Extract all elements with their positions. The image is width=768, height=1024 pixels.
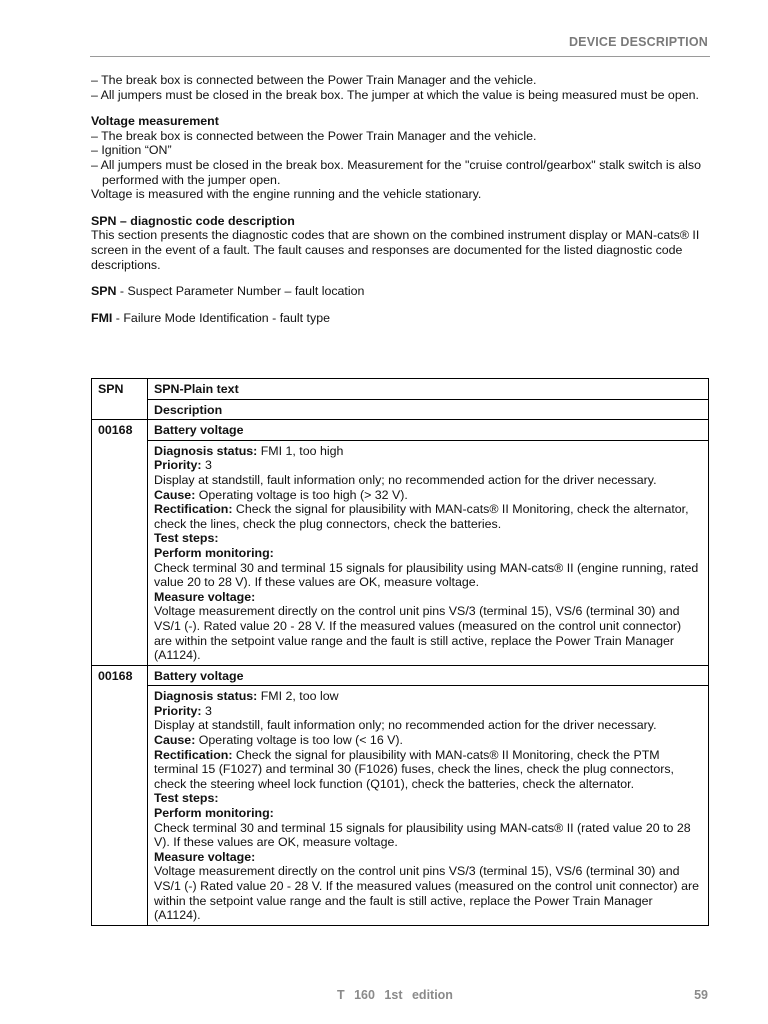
measure-voltage-text: Voltage measurement directly on the control unit pins VS/3 (terminal 15), VS/6 (terminal 30) and VS/1 (-). Rated value 20 - 28 V. If the measured values (measured on the control unit connector) are within the setpoint value range and the fault is still active, replace the Power Train Manager (A1124). <box>154 604 682 663</box>
cause-label: Cause: <box>154 487 196 502</box>
measure-voltage-text: Voltage measurement directly on the control unit pins VS/3 (terminal 15), VS/6 (terminal 30) and VS/1 (-) Rated value 20 - 28 V. If the measured values (measured on the control unit connector) are within the setpoint value range and the fault is still active, replace the Power Train Manager (A1124). <box>154 864 700 923</box>
table-row <box>92 420 709 441</box>
spn-abbr: SPN <box>91 284 117 299</box>
spn-code: 00168 <box>92 665 148 925</box>
spn-description-cell <box>148 686 709 926</box>
body-text <box>91 73 708 325</box>
col-header-description: Description <box>148 399 709 420</box>
diagnosis-value: FMI 2, too low <box>257 689 339 704</box>
fmi-definition-text: - Failure Mode Identification - fault type <box>112 310 330 325</box>
display-text: Display at standstill, fault information only; no recommended action for the driver necessary. <box>154 472 657 487</box>
fmi-definition <box>91 311 708 326</box>
table-row <box>92 440 709 665</box>
rectification-label: Rectification: <box>154 747 233 762</box>
col-header-plain-text: SPN-Plain text <box>148 379 709 400</box>
cause-value: Operating voltage is too high (> 32 V). <box>195 487 408 502</box>
rectification-value: Check the signal for plausibility with MAN-cats® II Monitoring, check the PTM terminal 15 (F1027) and terminal 30 (F1026) fuses, check the lines, check the plug connectors, check the steering wheel lock function (Q101), check the batteries, check the alternator. <box>154 747 674 791</box>
header-rule <box>90 56 710 57</box>
voltage-note: Voltage is measured with the engine running and the vehicle stationary. <box>91 187 482 202</box>
spn-description-cell <box>148 440 709 665</box>
spn-plain-text: Battery voltage <box>148 665 709 686</box>
cause-value: Operating voltage is too low (< 16 V). <box>195 733 403 748</box>
spn-definition-text: - Suspect Parameter Number – fault location <box>116 284 365 299</box>
spn-heading: SPN – diagnostic code description <box>91 213 295 228</box>
priority-value: 3 <box>201 703 212 718</box>
voltage-heading: Voltage measurement <box>91 114 219 129</box>
display-text: Display at standstill, fault information only; no recommended action for the driver necessary. <box>154 718 657 733</box>
page-header-title: DEVICE DESCRIPTION <box>568 35 708 49</box>
spn-code: 00168 <box>92 420 148 666</box>
rectification-value: Check the signal for plausibility with MAN-cats® II Monitoring, check the alternator, check the lines, check the plug connectors, check the batteries. <box>154 502 689 531</box>
priority-value: 3 <box>201 458 212 473</box>
diagnosis-label: Diagnosis status: <box>154 443 258 458</box>
test-steps-label: Test steps: <box>154 531 219 546</box>
measure-voltage-label: Measure voltage: <box>154 589 256 604</box>
intro-bullet: – All jumpers must be closed in the break box. The jumper at which the value is being measured must be open. <box>91 87 699 102</box>
measure-voltage-label: Measure voltage: <box>154 849 256 864</box>
voltage-bullet: – The break box is connected between the Power Train Manager and the vehicle. <box>91 128 537 143</box>
col-header-spn: SPN <box>92 379 148 420</box>
spn-plain-text: Battery voltage <box>148 420 709 441</box>
diagnosis-label: Diagnosis status: <box>154 689 258 704</box>
monitoring-label: Perform monitoring: <box>154 806 274 821</box>
cause-label: Cause: <box>154 733 196 748</box>
test-steps-label: Test steps: <box>154 791 219 806</box>
table-row <box>92 665 709 686</box>
priority-label: Priority: <box>154 458 202 473</box>
spn-definition <box>91 284 708 299</box>
priority-label: Priority: <box>154 703 202 718</box>
fmi-abbr: FMI <box>91 310 113 325</box>
diagnosis-value: FMI 1, too high <box>257 443 344 458</box>
voltage-bullet: – Ignition “ON” <box>91 143 172 158</box>
page-number: 59 <box>694 988 708 1002</box>
footer-edition: T 160 1st edition <box>337 988 453 1002</box>
table-header-row <box>92 379 709 400</box>
table-row <box>92 686 709 926</box>
monitoring-label: Perform monitoring: <box>154 545 274 560</box>
intro-bullet: – The break box is connected between the Power Train Manager and the vehicle. <box>91 73 537 87</box>
rectification-label: Rectification: <box>154 502 233 517</box>
spn-description: This section presents the diagnostic codes that are shown on the combined instrument display or MAN-cats® II screen in the event of a fault. The fault causes and responses are documented for the listed diagnostic code descriptions. <box>91 228 700 272</box>
monitoring-text: Check terminal 30 and terminal 15 signals for plausibility using MAN-cats® II (engine running, rated value 20 to 28 V). If these values are OK, measure voltage. <box>154 560 699 590</box>
monitoring-text: Check terminal 30 and terminal 15 signals for plausibility using MAN-cats® II (rated value 20 to 28 V). If these values are OK, measure voltage. <box>154 820 691 850</box>
spn-table <box>91 378 709 926</box>
voltage-bullet: – All jumpers must be closed in the break box. Measurement for the "cruise control/gearbox" stalk switch is also performed with the jumper open. <box>91 157 702 187</box>
table-header-row <box>92 399 709 420</box>
